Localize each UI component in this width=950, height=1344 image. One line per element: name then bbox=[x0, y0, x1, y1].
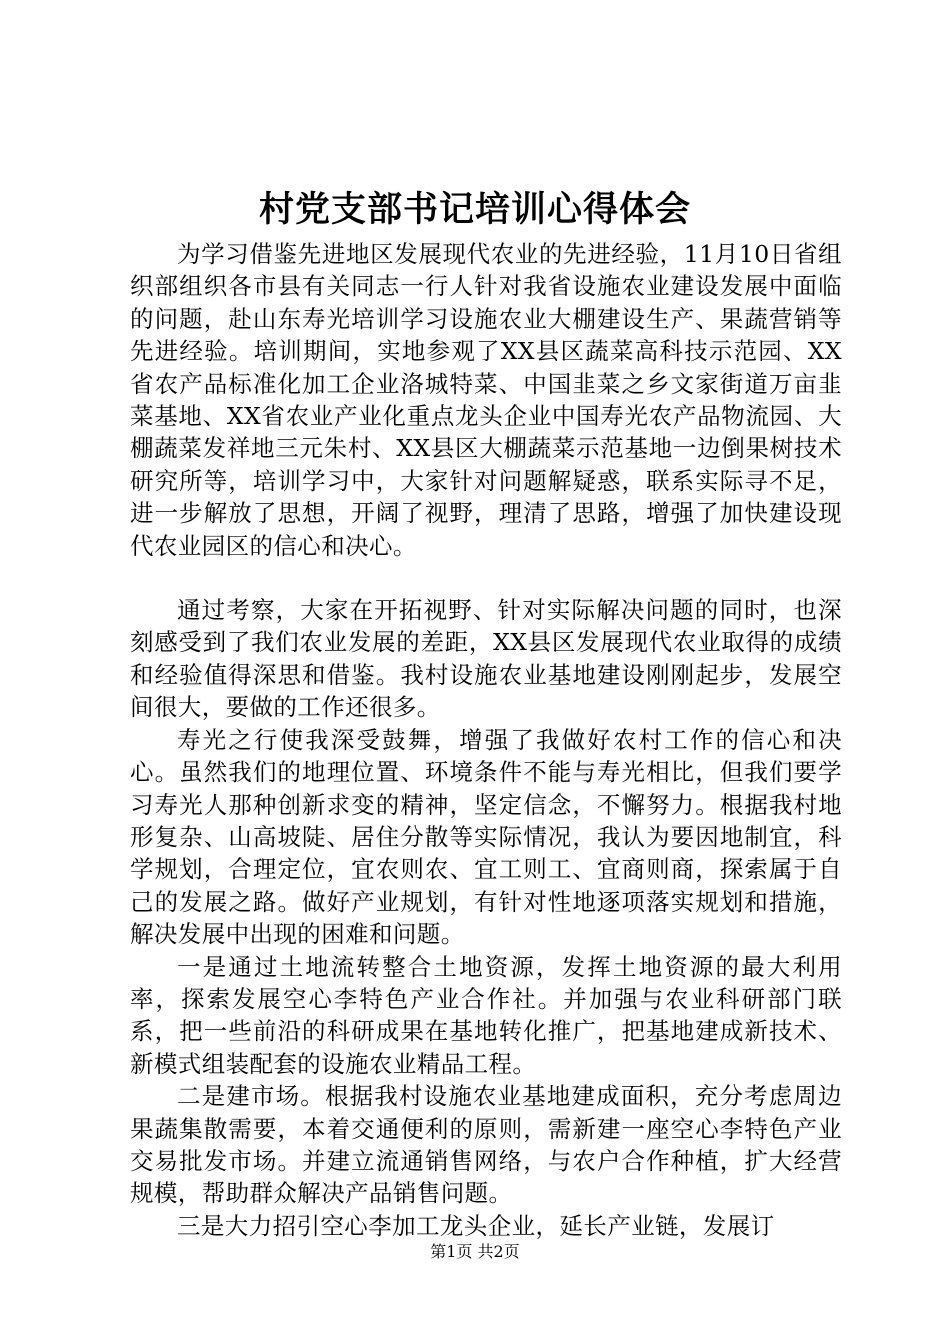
paragraph-6: 三是大力招引空心李加工龙头企业，延长产业链，发展订 bbox=[177, 1211, 775, 1240]
paragraph-3: 寿光之行使我深受鼓舞，增强了我做好农村工作的信心和决心。虽然我们的地理位置、环境条件不能与寿光相比，但我们要学习寿光人那种创新求变的精神，坚定信念，不懈努力。根据我村地形复杂、山高坡陡、居住分散等实际情况，我认为要因地制宜，科学规划，合理定位，宜农则农、宜工则工、宜商则商，探索属于自己的发展之路。做好产业规划，有针对性地逐项落实规划和措施，解决发展中出现的困难和问题。 bbox=[130, 725, 842, 949]
page-footer: 第1页 共2页 bbox=[430, 1242, 520, 1261]
paragraph-2: 通过考察，大家在开拓视野、针对实际解决问题的同时，也深刻感受到了我们农业发展的差距，XX县区发展现代农业取得的成绩和经验值得深思和借鉴。我村设施农业基地建设刚刚起步，发展空间很大，要做的工作还很多。 bbox=[130, 596, 842, 722]
document-body bbox=[130, 238, 842, 1242]
paragraph-4: 一是通过土地流转整合土地资源，发挥土地资源的最大利用率，探索发展空心李特色产业合作社。并加强与农业科研部门联系，把一些前沿的科研成果在基地转化推广，把基地建成新技术、新模式组装配套的设施农业精品工程。 bbox=[130, 952, 842, 1078]
document-title: 村党支部书记培训心得体会 bbox=[258, 189, 691, 230]
paragraph-1: 为学习借鉴先进地区发展现代农业的先进经验，11月10日省组织部组织各市县有关同志一行人针对我省设施农业建设发展中面临的问题，赴山东寿光培训学习设施农业大棚建设生产、果蔬营销等先进经验。培训期间，实地参观了XX县区蔬菜高科技示范园、XX省农产品标准化加工企业洛城特菜、中国韭菜之乡文家街道万亩韭菜基地、XX省农业产业化重点龙头企业中国寿光农产品物流园、大棚蔬菜发祥地三元朱村、XX县区大棚蔬菜示范基地一边倒果树技术研究所等，培训学习中，大家针对问题解疑惑，联系实际寻不足，进一步解放了思想，开阔了视野，理清了思路，增强了加快建设现代农业园区的信心和决心。 bbox=[130, 240, 842, 560]
paragraph-5: 二是建市场。根据我村设施农业基地建成面积，充分考虑周边果蔬集散需要，本着交通便利的原则，需新建一座空心李特色产业交易批发市场。并建立流通销售网络，与农户合作种植，扩大经营规模，帮助群众解决产品销售问题。 bbox=[130, 1082, 842, 1208]
